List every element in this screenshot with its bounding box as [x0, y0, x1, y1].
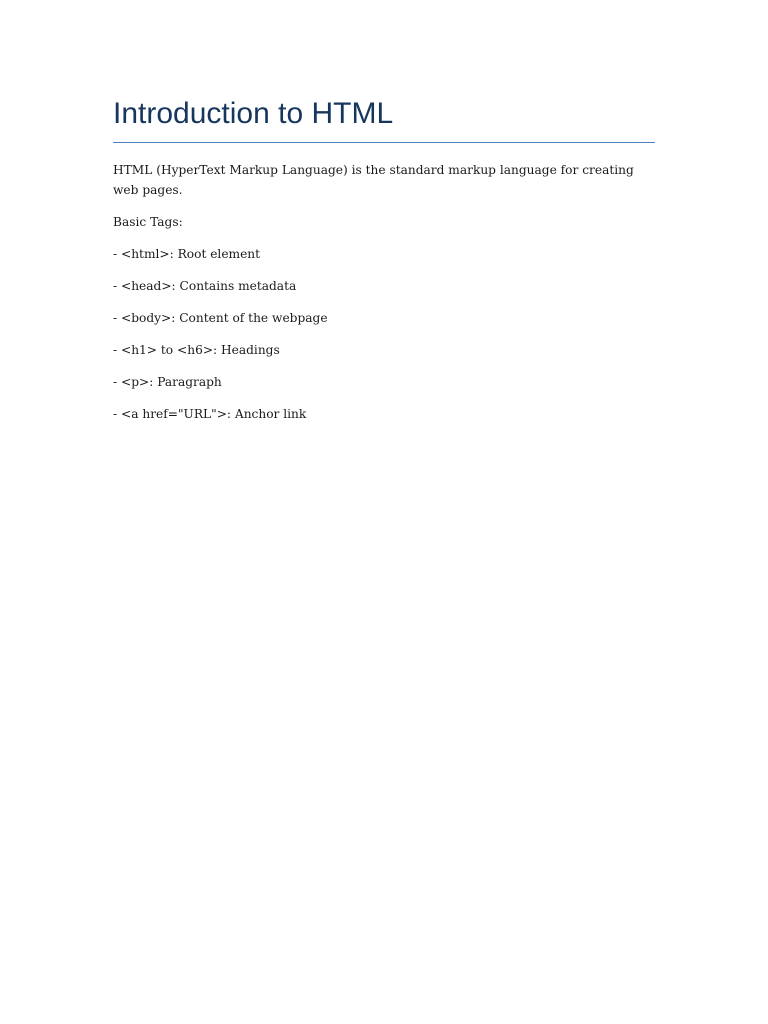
tag-list-item-html: - <html>: Root element	[113, 246, 261, 261]
tag-list-item-anchor: - <a href="URL">: Anchor link	[113, 406, 307, 421]
tag-list-item-head: - <head>: Contains metadata	[113, 278, 297, 293]
title-underline-divider	[113, 142, 655, 143]
document-title: Introduction to HTML	[113, 97, 394, 130]
tag-list-item-body: - <body>: Content of the webpage	[113, 310, 328, 325]
tag-list-item-paragraph: - <p>: Paragraph	[113, 374, 222, 389]
section-label: Basic Tags:	[113, 214, 183, 229]
document-page	[113, 92, 655, 437]
tag-list-item-headings: - <h1> to <h6>: Headings	[113, 342, 280, 357]
intro-paragraph: HTML (HyperText Markup Language) is the standard markup language for creating web pages.	[113, 163, 634, 197]
